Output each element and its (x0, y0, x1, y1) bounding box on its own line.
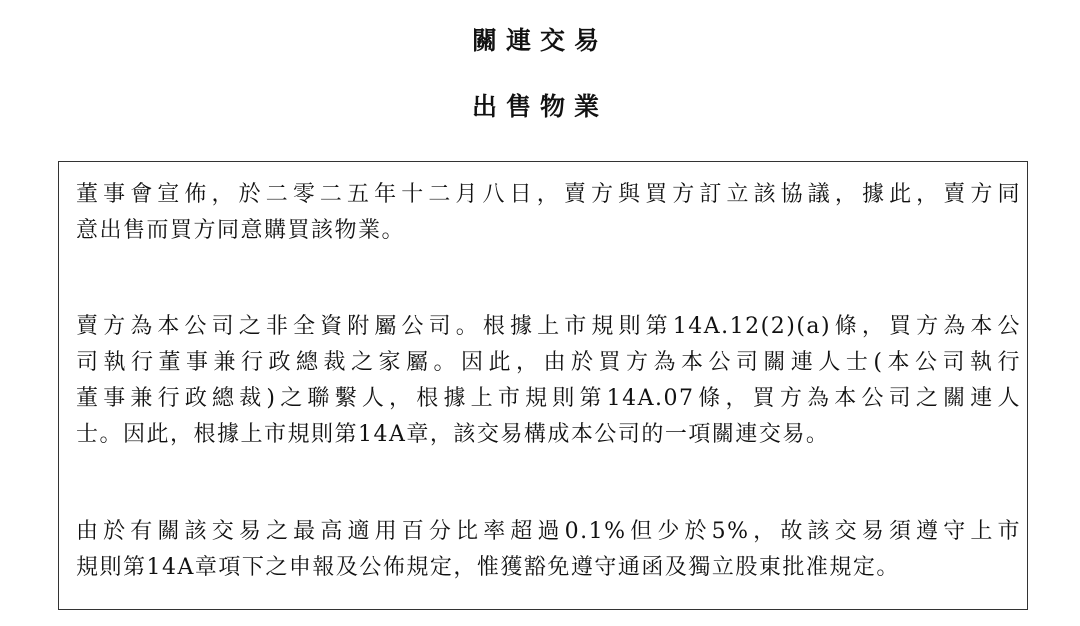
paragraph-line: 規則第14A章項下之申報及公佈規定，惟獲豁免遵守通函及獨立股東批准規定。 (76, 555, 900, 580)
paragraph-line: 士。因此，根據上市規則第14A章，該交易構成本公司的一項關連交易。 (76, 422, 830, 447)
paragraph-line: 意出售而買方同意購買該物業。 (76, 218, 406, 243)
document-title: 關連交易 (471, 26, 608, 55)
paragraph-line: 由於有關該交易之最高適用百分比率超過0.1%但少於5%，故該交易須遵守上市 (76, 519, 1021, 544)
paragraph-connected-person (76, 309, 1021, 453)
paragraph-line: 司執行董事兼行政總裁之家屬。因此，由於買方為本公司關連人士(本公司執行 (76, 350, 1021, 375)
paragraph-line: 賣方為本公司之非全資附屬公司。根據上市規則第14A.12(2)(a)條，買方為本公 (76, 314, 1021, 339)
paragraph-line: 董事兼行政總裁)之聯繫人，根據上市規則第14A.07條，買方為本公司之關連人 (76, 386, 1021, 411)
announcement-box (58, 161, 1028, 610)
paragraph-line: 董事會宣佈，於二零二五年十二月八日，賣方與買方訂立該協議，據此，賣方同 (76, 182, 1021, 207)
paragraph-percentage-ratio (76, 514, 1021, 586)
document-subtitle: 出售物業 (471, 92, 608, 121)
paragraph-agreement (76, 177, 1021, 249)
